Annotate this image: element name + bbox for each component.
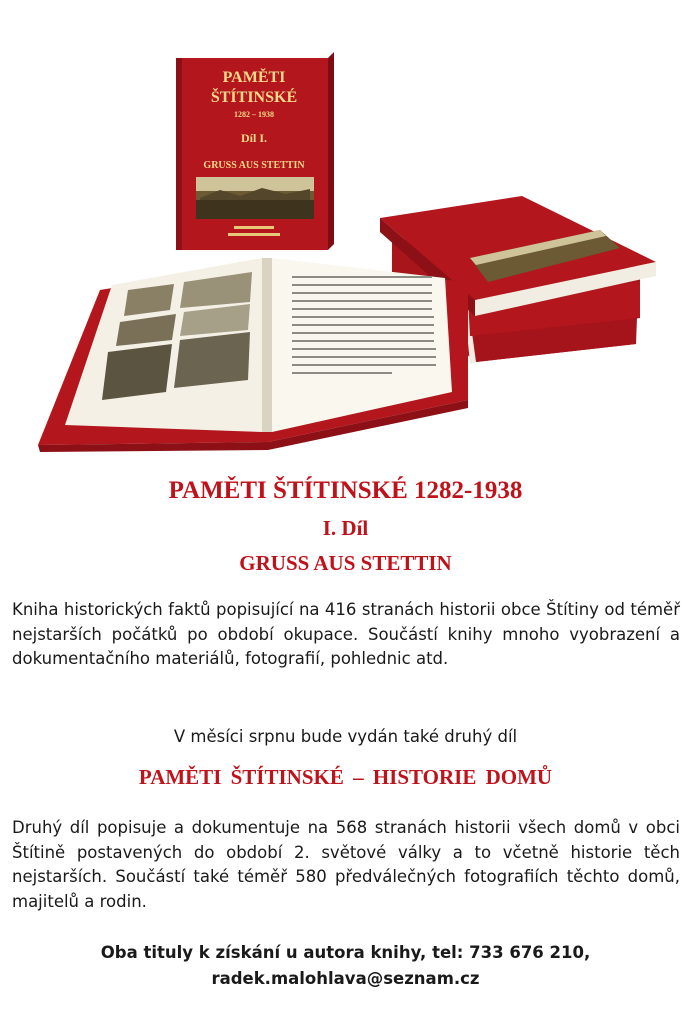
book-subtitle: GRUSS AUS STETTIN	[239, 551, 452, 575]
books-illustration	[0, 0, 691, 470]
book-part: I. Díl	[322, 516, 369, 540]
standing-book	[176, 52, 334, 250]
open-book	[38, 258, 468, 452]
contact-email: radek.malohlava@seznam.cz	[211, 969, 480, 988]
book-description: Kniha historických faktů popisující na 416 stranách historii obce Štítiny od téměř nejstarších počátků po období okupace. Součástí knihy mnoho vyobrazení a dokumentačního materiálů, fotografií, pohlednic atd.	[12, 600, 680, 668]
second-volume-description: Druhý díl popisuje a dokumentuje na 568 stranách historii všech domů v obci Štítině postavených do období 2. světové války a to včetně historie těch nejstarších. Součástí také téměř 580 předválečných fotografiích těchto domů, majitelů a rodin.	[12, 818, 680, 911]
book-title: PAMĚTI ŠTÍTINSKÉ 1282-1938	[168, 477, 523, 504]
contact-phone: Oba tituly k získání u autora knihy, tel: 733 676 210,	[100, 943, 591, 962]
cover-part: Díl I.	[240, 131, 268, 145]
cover-title-line2: ŠTÍTINSKÉ	[210, 89, 298, 106]
second-volume-title: PAMĚTI ŠTÍTINSKÉ – HISTORIE DOMŮ	[138, 765, 553, 789]
cover-title-line1: PAMĚTI	[222, 69, 286, 86]
cover-years: 1282 – 1938	[234, 110, 274, 119]
cover-subtitle: GRUSS AUS STETTIN	[203, 160, 305, 171]
second-volume-note: V měsíci srpnu bude vydán také druhý díl	[173, 727, 518, 746]
